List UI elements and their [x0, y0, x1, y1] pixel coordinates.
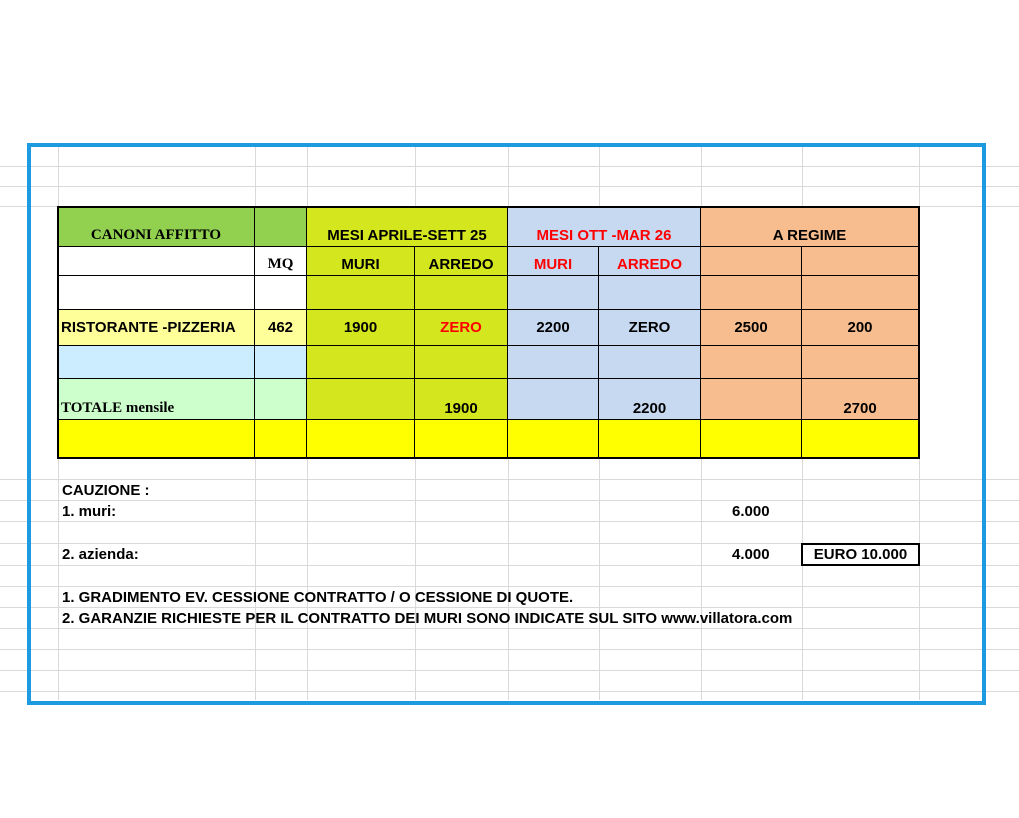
empty-row-cell — [701, 276, 802, 310]
empty-row-cell — [802, 276, 919, 310]
empty-row-cell — [255, 346, 307, 379]
yellow-row-cell — [58, 420, 255, 458]
cauzione-muri-value: 6.000 — [732, 503, 770, 520]
period-ott-mar-header: MESI OTT -MAR 26 — [508, 207, 701, 247]
yellow-row-cell — [599, 420, 701, 458]
cauzione-muri-label: 1. muri: — [62, 503, 117, 520]
value-regime-muri: 2500 — [701, 310, 802, 346]
muri-header-1: MURI — [307, 247, 415, 276]
mq-value-cell: 462 — [255, 310, 307, 346]
yellow-row-cell — [802, 420, 919, 458]
empty-row-cell — [58, 276, 255, 310]
yellow-row-cell — [508, 420, 599, 458]
mq-header-empty — [255, 207, 307, 247]
total-empty — [307, 379, 415, 420]
cauzione-title: CAUZIONE : — [62, 482, 150, 499]
value-regime-arredo: 200 — [802, 310, 919, 346]
total-empty — [508, 379, 599, 420]
note-1: 1. GRADIMENTO EV. CESSIONE CONTRATTO / O CESSIONE DI QUOTE. — [62, 589, 574, 606]
empty-row-cell — [307, 276, 415, 310]
total-mq-cell — [255, 379, 307, 420]
total-suffix: mensile — [125, 400, 175, 416]
empty-row-cell — [307, 346, 415, 379]
empty-row-cell — [599, 346, 701, 379]
yellow-row-cell — [307, 420, 415, 458]
value-ott-muri: 2200 — [508, 310, 599, 346]
yellow-row-cell — [415, 420, 508, 458]
subheader-empty — [58, 247, 255, 276]
empty-row-cell — [508, 346, 599, 379]
regime-sub-2 — [802, 247, 919, 276]
title-cell: CANONI AFFITTO — [58, 207, 255, 247]
total-label-cell — [58, 379, 255, 420]
arredo-header-2: ARREDO — [599, 247, 701, 276]
note-2: 2. GARANZIE RICHIESTE PER IL CONTRATTO DEI MURI SONO INDICATE SUL SITO www.villatora.com — [62, 610, 793, 627]
cauzione-azienda-value: 4.000 — [732, 546, 770, 563]
value-ott-arredo: ZERO — [599, 310, 701, 346]
value-apr-muri: 1900 — [307, 310, 415, 346]
cauzione-total-box: EURO 10.000 — [801, 543, 920, 566]
empty-row-cell — [58, 346, 255, 379]
yellow-row-cell — [255, 420, 307, 458]
total-empty — [701, 379, 802, 420]
total-ott: 2200 — [599, 379, 701, 420]
period-regime-header: A REGIME — [701, 207, 919, 247]
empty-row-cell — [415, 276, 508, 310]
empty-row-cell — [802, 346, 919, 379]
empty-row-cell — [599, 276, 701, 310]
empty-row-cell — [701, 346, 802, 379]
muri-header-2: MURI — [508, 247, 599, 276]
period-apr-sett-header: MESI APRILE-SETT 25 — [307, 207, 508, 247]
value-apr-arredo: ZERO — [415, 310, 508, 346]
empty-row-cell — [508, 276, 599, 310]
total-label: TOTALE — [61, 400, 123, 416]
regime-sub-1 — [701, 247, 802, 276]
total-apr: 1900 — [415, 379, 508, 420]
empty-row-cell — [255, 276, 307, 310]
cauzione-azienda-label: 2. azienda: — [62, 546, 139, 563]
yellow-row-cell — [701, 420, 802, 458]
row-name-cell: RISTORANTE -PIZZERIA — [58, 310, 255, 346]
arredo-header-1: ARREDO — [415, 247, 508, 276]
empty-row-cell — [415, 346, 508, 379]
mq-header: MQ — [255, 247, 307, 276]
total-regime: 2700 — [802, 379, 919, 420]
